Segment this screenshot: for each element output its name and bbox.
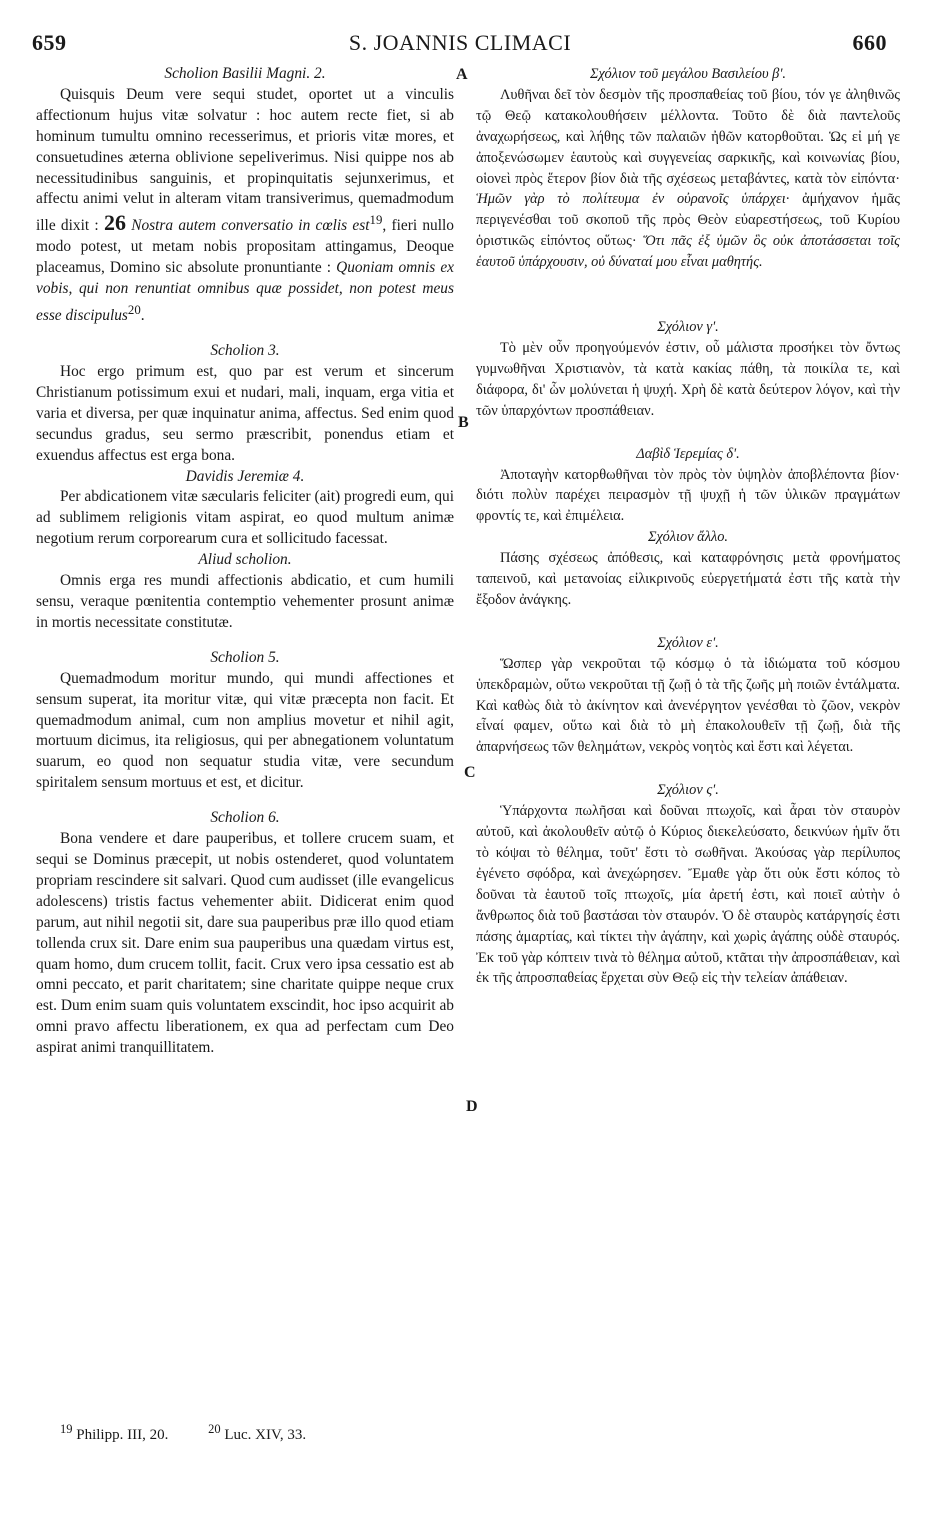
margin-marker-d: D bbox=[466, 1098, 478, 1115]
greek-heading-jeremias: Δαβὶδ Ἱερεμίας δ'. bbox=[636, 445, 740, 462]
margin-marker-c: C bbox=[464, 764, 476, 781]
latin-paragraph-2: Hoc ergo primum est, quo par est verum et sincerum Christianum potissimum exui et nudari, mali, inquam, erga vitia et varia et diversa, per quæ inquinatur anima, affectus. Sed enim quod secundus gradus, seu sermo præscribit, ponendus etiam et exuendus affectus est erga bona. bbox=[36, 363, 454, 464]
margin-marker-b: B bbox=[458, 414, 469, 431]
latin-paragraph-5: Quemadmodum moritur mundo, qui mundi affectiones et sensum superat, ita moritur vitæ, qui vitæ præcepta non facit. Et quemadmodum animal, cum non amplius movetur et nihil agit, mortuum dicimus, ita religiosus, qui per abnegationem voluntatum suarum, eo quod non sequatur studia vitæ, vere secundum spiritalem sensum mortuus et est, et dicitur. bbox=[36, 669, 454, 792]
footnotes bbox=[60, 1422, 342, 1444]
greek-paragraph-4: Πάσης σχέσεως ἀπόθεσις, καὶ καταφρόνησις μετὰ φρονήματος ταπεινοῦ, καὶ μετανοίας εἰλικρινοῦς εὐεργετήματά ἐστι τῆς κατὰ τὴν ἔξοδον ἀνάγκης. bbox=[476, 550, 900, 608]
greek-heading-scholion-5: Σχόλιον ε'. bbox=[657, 634, 719, 651]
greek-heading-scholion-2: Σχόλιον τοῦ μεγάλου Βασιλείου β'. bbox=[589, 66, 787, 82]
latin-heading-jeremiae: Davidis Jeremiæ 4. bbox=[185, 467, 305, 485]
greek-heading-allo: Σχόλιον ἄλλο. bbox=[648, 529, 728, 546]
footnote-ref: 20 bbox=[127, 303, 141, 318]
greek-paragraph-2: Τὸ μὲν οὖν προηγούμενόν ἐστιν, οὗ μάλιστα προσήκει τὸν ὄντως γυμνωθῆναι Χριστιανὸν, τὰ κατὰ κακίας πάθη, τὰ ποικίλα τε, καὶ διάφορα, δι' ὧν μολύνεται ἡ ψυχή. Χρὴ δὲ κατὰ δεύτερον λόγον, καὶ τὴν τῶν ὑπαρχόντων προσπάθειαν. bbox=[476, 339, 900, 419]
latin-paragraph-6: Bona vendere et dare pauperibus, et tollere crucem suam, et sequi se Dominus præcepit, ut nobis ostenderet, quod voluntatem propriam rescindere sit salvari. Quod cum audisset (ille evangelicus adolescens) tristis factus vehementer abiit. Didicerat enim quod parum, aut nihil negotii sit, dare sua pauperibus præ illo quod etiam tollenda crux sit. Dare enim sua pauperibus una quædam virtus est, quam homo, dum crucem tollit, facit. Crux vero ipsa cessatio est ab omni peccato, et parit charitatem; sine charitate quippe neque crux est. Dum enim suam quis voluntatem exscindit, hoc ipso acquirit ab omni pravo affectu liberationem, ex qua ad perfectam cum Deo aspirat animi tranquillitatem. bbox=[36, 830, 454, 1057]
latin-heading-scholion-6: Scholion 6. bbox=[210, 809, 280, 827]
footnote-20: $^{20}$ Luc. XIV, 33. bbox=[208, 1422, 307, 1443]
greek-paragraph-5: Ὥσπερ γὰρ νεκροῦται τῷ κόσμῳ ὁ τὰ ἰδιώματα τοῦ κόσμου ὑπεκδραμὼν, οὕτω νεκροῦται τῇ ζωῇ ὁ τὰ τῆς ζωῆς μὴ ποιῶν ἐντάλματα. Καὶ καθὼς διὰ τὸ ἀκίνητον καὶ ἀνενέργητον γενέσθαι τὸ ζῶον, νεκρὸν εἶναί φαμεν, οὕτω καὶ διὰ τὸ μὴ ἐπακολουθεῖν τῇ ζωῇ, διὰ τῆς ἀπαρνήσεως τῶν θελημάτων, νεκρὸς νοητὸς καὶ ἔστι καὶ λέγεται. bbox=[476, 655, 900, 756]
latin-heading-scholion-5: Scholion 5. bbox=[210, 648, 280, 666]
greek-paragraph-3: Ἀποταγὴν κατορθωθῆναι τὸν πρὸς τὸν ὑψηλὸν ἀποβλέποντα βίον· διότι πολὺν παρέχει πειρασμὸν τῇ ψυχῇ ἡ τῶν ὑλικῶν πραγμάτων φροντίς τε, καὶ ἐπιμέλεια. bbox=[476, 466, 900, 525]
page-number-left: 659 bbox=[32, 30, 67, 55]
greek-paragraph-1: Λυθῆναι δεῖ τὸν δεσμὸν τῆς προσπαθείας τοῦ βίου, τόν γε ἀληθινῶς τῷ Θεῷ κατακολουθήσειν μέλλοντα. Τοῦτο δὲ διὰ παντελοῦς ἀναχωρήσεως, καὶ λήθης τῶν παλαιῶν ἠθῶν κατορθοῦται. Ὡς εἰ μή γε ἀποξενώσωμεν ἑαυτοὺς καὶ συγγενείας σαρκικῆς, καὶ κοινωνίας βίου, οἱονεὶ πρὸς ἕτερον βίον διὰ τῆς σχέσεως μεταβάντες, κατὰ τὸν εἰπόντα· Ἡμῶν γὰρ τὸ πολίτευμα ἐν οὐρανοῖς ὑπάρχει· ἀμήχανον ἡμᾶς περιγενέσθαι τοῦ σκοποῦ τῆς πρὸς Θεὸν εὐαρεστήσεως, τοῦ Κυρίου ὁριστικῶς εἰπόντος οὕτως· Ὅτι πᾶς ἐξ ὑμῶν ὃς οὐκ ἀποτάσσεται τοῖς ἑαυτοῦ ὑπάρχουσιν, οὐ δύναταί μου εἶναι μαθητής. bbox=[476, 86, 900, 271]
footnote-19: $^{19}$ Philipp. III, 20. bbox=[60, 1422, 169, 1443]
footnote-ref: 19 bbox=[369, 213, 383, 228]
page-number-right: 660 bbox=[852, 30, 887, 55]
latin-paragraph-3: Per abdicationem vitæ sæcularis feliciter (ait) progredi eum, qui ad sublimem religionis vitam aspirat, eo quod multum animæ negotium rerum corporearum cura et sollicitudo facessat. bbox=[36, 488, 454, 548]
marginal-number: 26 bbox=[103, 210, 126, 236]
margin-marker-a: A bbox=[456, 66, 468, 83]
running-title: S. JOANNIS CLIMACI bbox=[348, 30, 572, 55]
running-header bbox=[0, 30, 927, 62]
latin-heading-scholion-3: Scholion 3. bbox=[210, 342, 280, 360]
latin-column bbox=[36, 64, 454, 1059]
latin-paragraph-4: Omnis erga res mundi affectionis abdicatio, et cum humili sensu, veraque pœnitentia contemptio vehementer prosunt animæ in mortis necessitate constitutæ. bbox=[36, 572, 454, 631]
greek-paragraph-6: Ὑπάρχοντα πωλῆσαι καὶ δοῦναι πτωχοῖς, καὶ ἆραι τὸν σταυρὸν αὐτοῦ, καὶ ἀκολουθεῖν αὐτῷ ὁ Κύριος διεκελεύσατο, δεικνύων ἡμῖν ὅτι τὸ κόψαι τὸ θέλημα, τοῦτ' ἔστι τὸ σωθῆναι. Ἀκούσας γὰρ περίλυπος ἐγένετο σφόδρα, καὶ ἀνεχώρησεν. Ἔμαθε γὰρ ὅτι οὐκ ἔστι κόπος τὸ δοῦναι τὰ ἑαυτοῦ τοῖς πτωχοῖς, μία ἀρετή ἐστι, καὶ ποιεῖ αὐτὴν ὁ ἄνθρωπος διὰ τοῦ βαστάσαι τὸν σταυρόν. Ὁ δὲ σταυρὸς κατάργησίς ἐστι πάσης ἁμαρτίας, καὶ τίκτει τὴν ἀγάπην, καὶ χωρὶς ἀγάπης οὐδὲ σταυρός. Ἐκ τοῦ γὰρ κόπτειν τινὰ τὸ θέλημα αὐτοῦ, κτᾶται τὴν ἀπροσπάθειαν, καὶ ἐκ τῆς ἀπροσπαθείας ἔρχεται σὺν Θεῷ εἰς τὴν τελείαν ἀπάθειαν. bbox=[476, 803, 900, 987]
latin-paragraph-1: Quisquis Deum vere sequi studet, oportet ut a vinculis affectionum hujus vitæ solvatur : hoc autem recte fiet, si ab hominum tumultu omnino recesserimus, et prioris vitæ mores, et consuetudines æterna oblivione sepeliverimus. Nisi quippe nos ab necessitudinibus sanguinis, et propinquitatis sejunxerimus, et affectu animi velut in alteram vitam transiverimus, quemadmodum ille dixit : 26 Nostra autem conversatio in cœlis est$^{19}$, fieri nullo modo potest, ut metam nobis propositam attingamus, Deoque placeamus, Domino sic absolute pronuntiante : Quoniam omnis ex vobis, qui non renuntiat omnibus quæ possidet, non potest meus esse discipulus$^{20}$. bbox=[36, 85, 454, 325]
greek-heading-scholion-6: Σχόλιον ς'. bbox=[657, 782, 719, 799]
latin-heading-aliud: Aliud scholion. bbox=[198, 551, 292, 569]
latin-heading-scholion-2: Scholion Basilii Magni. 2. bbox=[164, 65, 326, 82]
greek-column bbox=[476, 64, 900, 989]
greek-heading-scholion-3: Σχόλιον γ'. bbox=[657, 319, 719, 336]
